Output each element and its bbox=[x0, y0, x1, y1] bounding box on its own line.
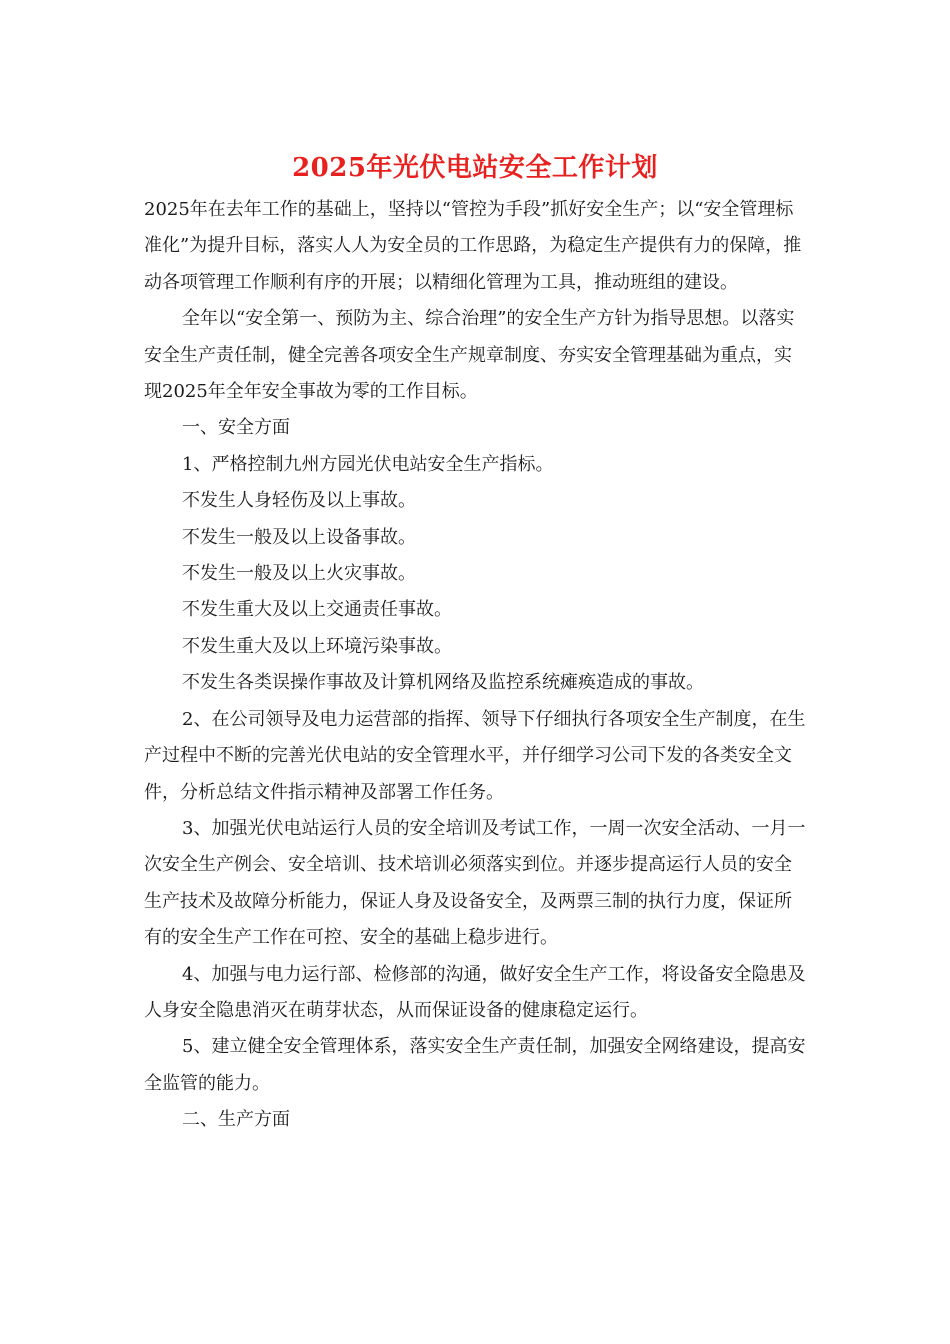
target-line: 不发生人身轻伤及以上事故。 bbox=[182, 490, 416, 512]
target-line: 不发生各类误操作事故及计算机网络及监控系统瘫痪造成的事故。 bbox=[182, 672, 704, 694]
section-heading-production: 二、生产方面 bbox=[182, 1109, 290, 1131]
paragraph-intro: 2025年在去年工作的基础上，坚持以“管控为手段”抓好安全生产；以“安全管理标准化”为提升目标，落实人人为安全员的工作思路，为稳定生产提供有力的保障，推动各项管理工作顺利有序的开展；以精细化管理为工具，推动班组的建设。 bbox=[144, 199, 802, 293]
target-line: 不发生一般及以上火灾事故。 bbox=[182, 563, 416, 585]
target-line: 不发生重大及以上交通责任事故。 bbox=[182, 599, 452, 621]
target-line: 不发生一般及以上设备事故。 bbox=[182, 526, 416, 548]
paragraph-item-3: 3、加强光伏电站运行人员的安全培训及考试工作，一周一次安全活动、一月一次安全生产例会、安全培训、技术培训必须落实到位。并逐步提高运行人员的安全生产技术及故障分析能力，保证人身及设备安全，及两票三制的执行力度，保证所有的安全生产工作在可控、安全的基础上稳步进行。 bbox=[144, 817, 806, 949]
target-line: 不发生重大及以上环境污染事故。 bbox=[182, 635, 452, 657]
paragraph-item-2: 2、在公司领导及电力运营部的指挥、领导下仔细执行各项安全生产制度，在生产过程中不断的完善光伏电站的安全管理水平，并仔细学习公司下发的各类安全文件，分析总结文件指示精神及部署工作任务。 bbox=[144, 708, 806, 803]
paragraph-item-5: 5、建立健全安全管理体系，落实安全生产责任制，加强安全网络建设，提高安全监管的能力。 bbox=[144, 1036, 806, 1094]
paragraph-guideline: 全年以“安全第一、预防为主、综合治理”的安全生产方针为指导思想。以落实安全生产责任制，健全完善各项安全生产规章制度、夯实安全管理基础为重点，实现2025年全年安全事故为零的工作目标。 bbox=[144, 308, 795, 403]
section-heading-safety: 一、安全方面 bbox=[182, 417, 290, 439]
document-title: 2025年光伏电站安全工作计划 bbox=[292, 153, 658, 183]
paragraph-item-4: 4、加强与电力运行部、检修部的沟通，做好安全生产工作，将设备安全隐患及人身安全隐患消灭在萌芽状态，从而保证设备的健康稳定运行。 bbox=[144, 963, 806, 1021]
document-body bbox=[144, 192, 808, 1139]
paragraph-item-1: 1、严格控制九州方园光伏电站安全生产指标。 bbox=[182, 453, 554, 475]
